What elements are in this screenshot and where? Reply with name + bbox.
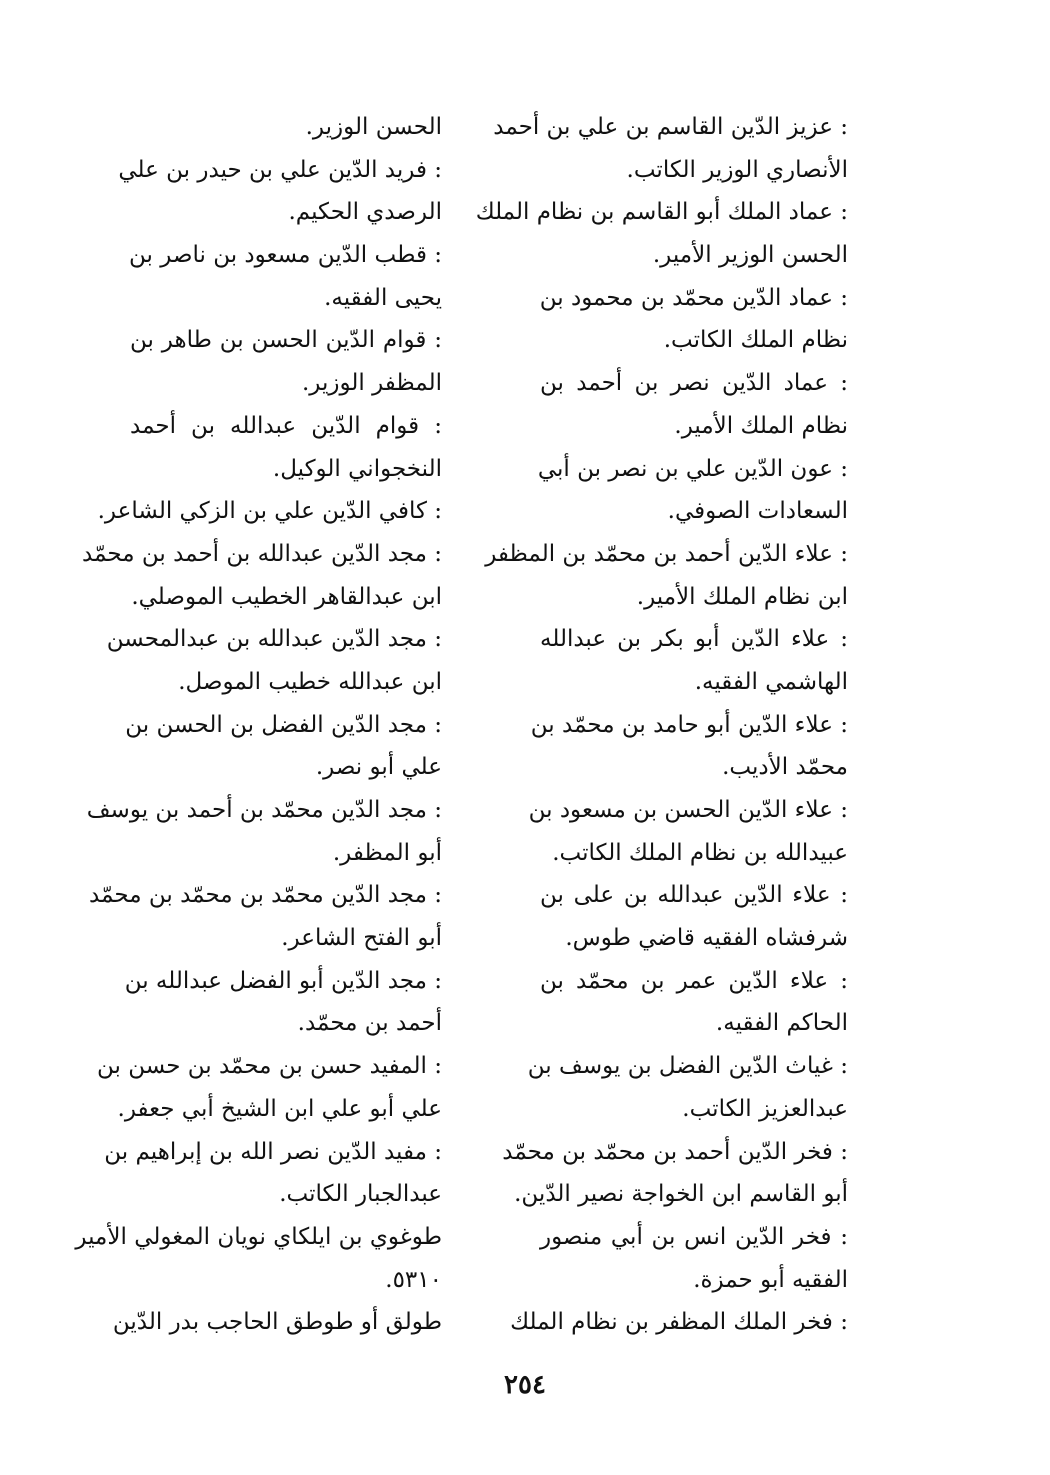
entry-line: نظام الملك الأمير. [674, 412, 848, 439]
entry-line: السعادات الصوفي. [667, 498, 848, 525]
entry-line: شرفشاه الفقيه قاضي طوس. [565, 925, 848, 952]
entry-line: الحسن الوزير. [305, 114, 442, 140]
left-column [75, 106, 442, 1344]
page-number: ٢٥٤ [504, 1370, 546, 1400]
entry-line: : علاء الدّين عبدالله بن على بن [540, 882, 848, 909]
entry-line: : فخر الدّين انس بن أبي منصور [540, 1223, 848, 1250]
entry-line: : قطب الدّين مسعود بن ناصر بن [129, 242, 442, 269]
entry-line: : عون الدّين علي بن نصر بن أبي [537, 455, 848, 482]
entry-line: ابن عبدالله خطيب الموصل. [178, 668, 442, 695]
entry-line: : مجد الدّين عبدالله بن أحمد بن محمّد [82, 540, 442, 567]
entry-line: : فخر الدّين أحمد بن محمّد بن محمّد [502, 1138, 848, 1165]
entry-line: : قوام الدّين عبدالله بن أحمد [130, 412, 442, 439]
entry-line: الرصدي الحكيم. [288, 199, 442, 226]
entry-line: الحاكم الفقيه. [715, 1010, 848, 1037]
entry-line: الأنصاري الوزير الكاتب. [626, 156, 848, 183]
entry-line: عبدالعزيز الكاتب. [682, 1095, 848, 1122]
entry-line: الهاشمي الفقيه. [694, 668, 848, 695]
entry-line: طوغوي بن ايلكاي نويان المغولي الأمير [75, 1223, 442, 1250]
entry-line: : غياث الدّين الفضل بن يوسف بن [527, 1053, 848, 1080]
entry-line: : علاء الدّين الحسن بن مسعود بن [528, 797, 848, 823]
entry-line: عبدالجبار الكاتب. [279, 1181, 442, 1208]
entry-line: أبو القاسم ابن الخواجة نصير الدّين. [514, 1181, 848, 1208]
column-gap [484, 110, 485, 1310]
entry-line: المظفر الوزير. [302, 370, 442, 397]
entry-line: علي أبو علي ابن الشيخ أبي جعفر. [117, 1095, 442, 1122]
right-column [475, 106, 848, 1344]
entry-line: ابن نظام الملك الأمير. [636, 583, 848, 610]
entry-line: : فخر الملك المظفر بن نظام الملك [510, 1309, 848, 1336]
entry-line: : مجد الدّين أبو الفضل عبدالله بن [124, 967, 442, 994]
entry-line: ابن عبدالقاهر الخطيب الموصلي. [131, 583, 442, 610]
entry-line: : علاء الدّين أبو حامد بن محمّد بن [530, 711, 848, 738]
entry-line: : علاء الدّين أحمد بن محمّد بن المظفر [485, 540, 848, 567]
entry-line: نظام الملك الكاتب. [663, 327, 848, 354]
entry-line: النخجواني الوكيل. [272, 455, 442, 482]
entry-line: الحسن الوزير الأمير. [652, 242, 848, 269]
entry-line: : فريد الدّين علي بن حيدر بن علي [118, 156, 442, 183]
entry-line: محمّد الأديب. [722, 754, 848, 781]
entry-line: : عماد الدّين محمّد بن محمود بن [539, 284, 848, 311]
entry-line: علي أبو نصر. [315, 754, 442, 781]
entry-line: يحيى الفقيه. [324, 284, 442, 311]
entry-line: : علاء الدّين أبو بكر بن عبدالله [540, 626, 848, 653]
entry-line: : مفيد الدّين نصر الله بن إبراهيم بن [104, 1138, 442, 1165]
entry-line: عبيدالله بن نظام الملك الكاتب. [552, 839, 848, 866]
entry-line: : المفيد حسن بن محمّد بن حسن بن [96, 1053, 442, 1080]
entry-line: : علاء الدّين عمر بن محمّد بن [540, 967, 848, 994]
entry-line: أبو الفتح الشاعر. [281, 925, 442, 952]
entry-line: أبو المظفر. [332, 839, 442, 866]
entry-line: : قوام الدّين الحسن بن طاهر بن [130, 327, 442, 354]
entry-line: أحمد بن محمّد. [297, 1010, 442, 1037]
entry-line: : مجد الدّين عبدالله بن عبدالمحسن [106, 626, 442, 653]
entry-line: : عماد الدّين نصر بن أحمد بن [540, 370, 848, 397]
entry-line: : مجد الدّين الفضل بن الحسن بن [125, 711, 442, 738]
entry-line: : مجد الدّين محمّد بن أحمد بن يوسف [86, 797, 442, 823]
entry-line: : عماد الملك أبو القاسم بن نظام الملك [475, 199, 848, 226]
entry-line: ٥٣١٠. [385, 1266, 442, 1293]
entry-line: : مجد الدّين محمّد بن محمّد بن محمّد [89, 882, 442, 909]
entry-line: طولق أو طوطق الحاجب بدر الدّين [112, 1309, 442, 1336]
entry-line: الفقيه أبو حمزة. [693, 1266, 848, 1293]
entry-line: : عزيز الدّين القاسم بن علي بن أحمد [493, 114, 848, 140]
entry-line: : كافي الدّين علي بن الزكي الشاعر. [97, 498, 442, 525]
